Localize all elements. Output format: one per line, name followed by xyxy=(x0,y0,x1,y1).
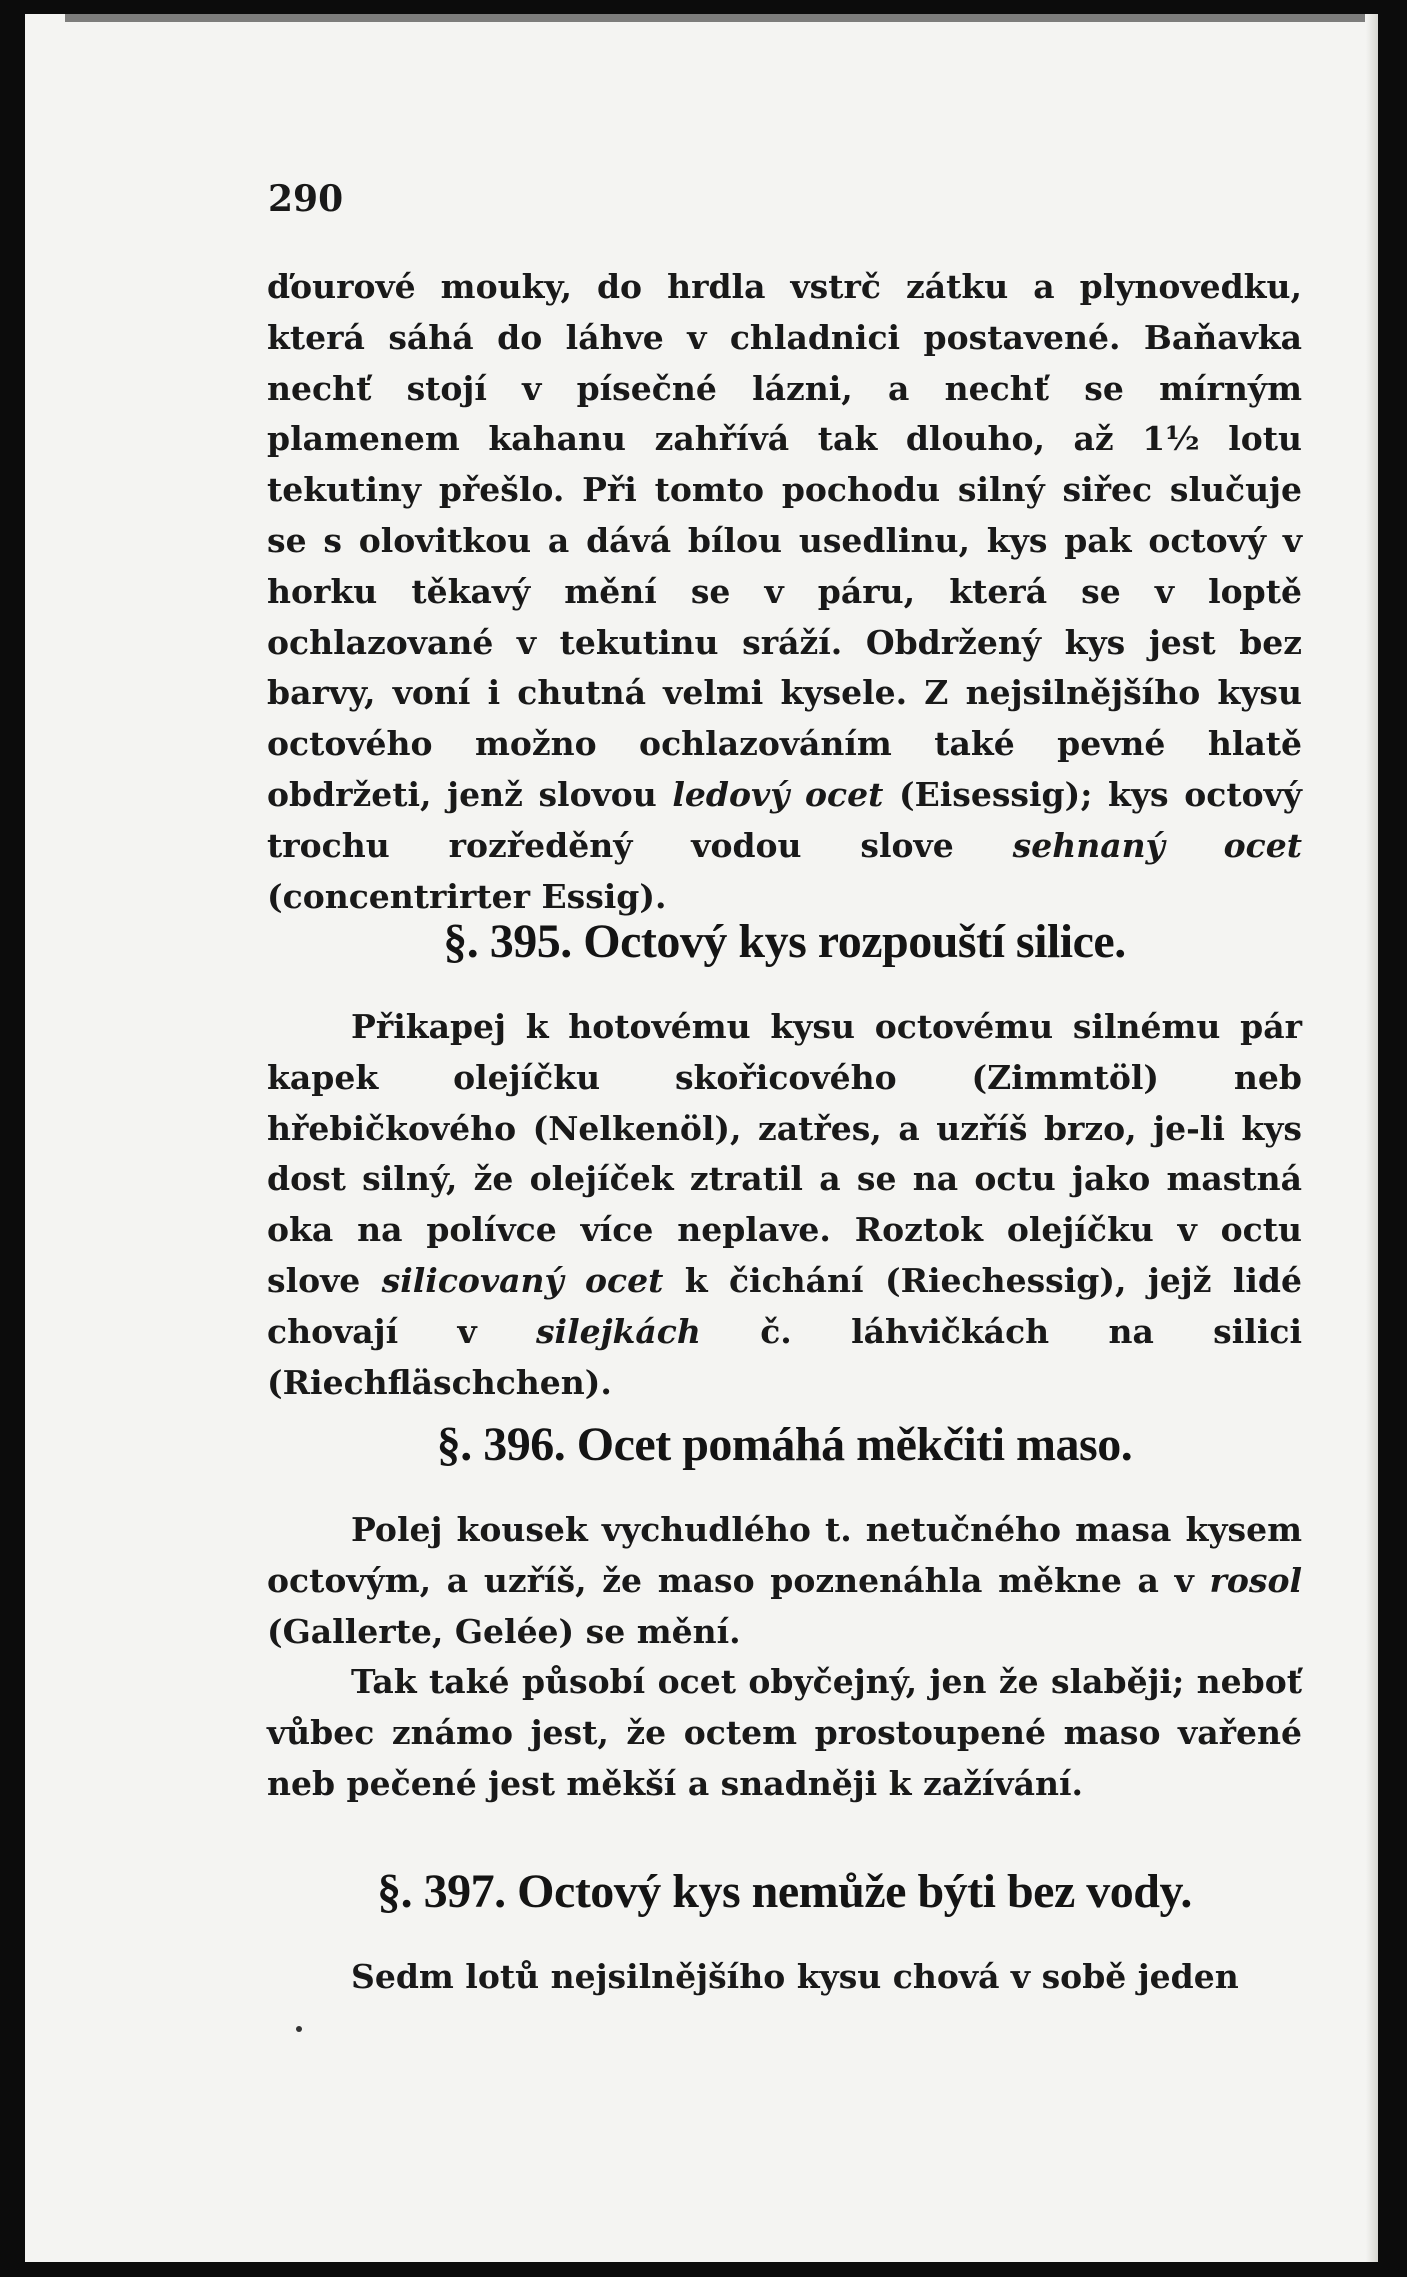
paragraph-continued xyxy=(267,262,1302,922)
german-term: (Nelkenöl) xyxy=(532,1108,730,1148)
section-heading-395: §. 395. Octový kys rozpouští silice. xyxy=(443,915,1126,968)
german-term: (Eisessig) xyxy=(898,774,1081,814)
text-run: Přikapej k hotovému kysu octovému silnému pár kapek olejíčku skořicového xyxy=(267,1007,1302,1097)
section-397 xyxy=(267,1864,1302,2003)
text-run: ; kys octový trochu rozředěný vodou slove xyxy=(267,774,1302,865)
term-italic: silejkách xyxy=(535,1311,701,1351)
section-heading-397: §. 397. Octový kys nemůže býti bez vody. xyxy=(377,1865,1192,1918)
page-speck xyxy=(296,2026,302,2032)
text-run: k čichání xyxy=(663,1260,885,1300)
german-term: (Zimmtöl) xyxy=(971,1057,1160,1097)
text-run: . xyxy=(600,1362,612,1402)
german-term: (Gallerte, Gelée) xyxy=(267,1611,575,1651)
text-run: Polej kousek vychudlého t. netučného masa kysem octovým, a uzříš, že maso poznenáhla měkne a v xyxy=(267,1510,1302,1600)
german-term: (concentrirter Essig) xyxy=(267,876,655,916)
text-run: ďourové mouky, do hrdla vstrč zátku a plynovedku, která sáhá do láhve v chladnici postavené. Baňavka nechť stojí v písečné lázni, a nechť se mírným plamenem kahanu zahřívá tak dlouho, až 1½ lotu tekutiny přešlo. Při tomto pochodu silný siřec slučuje se s olovitkou a dává bílou usedlinu, kys pak octový v horku těkavý mění se v páru, která se v loptě ochlazované v tekutinu sráží. Obdržený kys jest bez barvy, voní i chutná velmi kysele. Z nejsilnějšího kysu octového možno ochlazováním také pevné hlatě obdržeti, jenž slovou xyxy=(267,267,1302,814)
section-395 xyxy=(267,914,1302,1408)
page-edge-shadow xyxy=(1366,14,1378,2262)
section-396 xyxy=(267,1417,1302,1810)
section-396-paragraph-2: Tak také působí ocet obyčejný, jen že slaběji; neboť vůbec známo jest, že octem prostoupené maso vařené neb pečené jest měkší a snadněji k zažívání. xyxy=(267,1662,1302,1803)
page-top-edge xyxy=(65,14,1365,22)
section-396-paragraph-1 xyxy=(267,1505,1302,1657)
text-run: se mění. xyxy=(574,1611,741,1651)
text-run: , jejž lidé chovají v xyxy=(267,1260,1302,1351)
term-italic: silicovaný ocet xyxy=(381,1260,664,1300)
page-number: 290 xyxy=(268,178,344,220)
text-run: č. láhvičkách na silici xyxy=(700,1311,1302,1351)
text-run: neb hřebičkového xyxy=(267,1057,1302,1148)
text-run: , zatřes, a uzříš brzo, je-li kys dost silný, že olejíček ztratil a se na octu jako mastná oka na polívce více neplave. Roztok olejíčku v octu slove xyxy=(267,1108,1303,1300)
paragraph-body xyxy=(267,262,1302,922)
german-term: (Riechfläschchen) xyxy=(267,1362,601,1402)
text-run: . xyxy=(655,876,667,916)
section-397-body: Sedm lotů nejsilnějšího kysu chová v sobě jeden xyxy=(351,1957,1239,1996)
term-italic: rosol xyxy=(1209,1560,1302,1600)
term-italic: ledový ocet xyxy=(672,774,884,814)
german-term: (Riechessig) xyxy=(884,1260,1115,1300)
section-heading-396: §. 396. Ocet pomáhá měkčiti maso. xyxy=(436,1418,1133,1471)
term-italic: sehnaný ocet xyxy=(1012,825,1302,865)
section-395-body xyxy=(267,1002,1302,1408)
